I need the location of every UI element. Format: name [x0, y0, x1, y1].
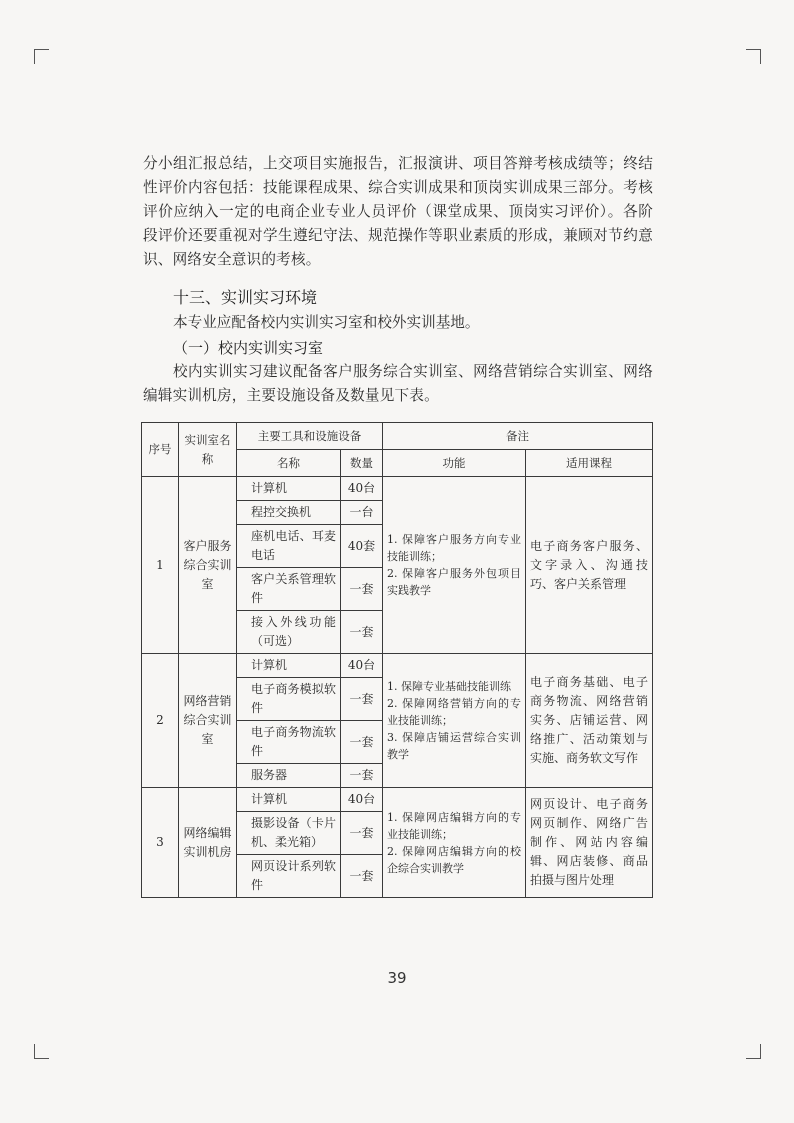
room-name: 客户服务综合实训室: [179, 477, 237, 654]
equipment-table: [141, 422, 653, 898]
paragraph-equipment: 校内实训实习建议配备客户服务综合实训室、网络营销综合实训室、网络编辑实训机房，主要设施设备及数量见下表。: [143, 363, 653, 404]
tool-name: 计算机: [237, 477, 341, 501]
section-heading: 十三、实训实习环境: [173, 288, 318, 307]
tool-name: 座机电话、耳麦电话: [237, 525, 341, 568]
page-number: 39: [387, 969, 407, 987]
tool-qty: 一套: [341, 812, 383, 855]
room-courses: 网页设计、电子商务网页制作、网络广告制作、网站内容编辑、网店装修、商品拍摄与图片处理: [526, 788, 653, 898]
tool-name: 电子商务模拟软件: [237, 678, 341, 721]
tool-name: 摄影设备（卡片机、柔光箱）: [237, 812, 341, 855]
tool-name: 电子商务物流软件: [237, 721, 341, 764]
tool-name: 客户关系管理软件: [237, 568, 341, 611]
header-room: 实训室名称: [179, 423, 237, 477]
row-index: 2: [142, 654, 179, 788]
room-function: 1. 保障网店编辑方向的专业技能训练； 2. 保障网店编辑方向的校企综合实训教学: [383, 788, 526, 898]
tool-qty: 40台: [341, 477, 383, 501]
paragraph-intro: 本专业应配备校内实训实习室和校外实训基地。: [173, 314, 480, 331]
tool-name: 接入外线功能（可选）: [237, 611, 341, 654]
tool-name: 程控交换机: [237, 501, 341, 525]
tool-qty: 一套: [341, 855, 383, 898]
room-name: 网络编辑实训机房: [179, 788, 237, 898]
tool-name: 网页设计系列软件: [237, 855, 341, 898]
subsection-heading: （一）校内实训实习室: [173, 339, 324, 357]
tool-name: 服务器: [237, 764, 341, 788]
header-courses: 适用课程: [526, 450, 653, 477]
tool-qty: 一套: [341, 721, 383, 764]
room-function: 1. 保障客户服务方向专业技能训练； 2. 保障客户服务外包项目实践教学: [383, 477, 526, 654]
crop-mark-bottom-left: [34, 1044, 49, 1059]
row-index: 1: [142, 477, 179, 654]
tool-qty: 一套: [341, 764, 383, 788]
room-function: 1. 保障专业基础技能训练 2. 保障网络营销方向的专业技能训练； 3. 保障店铺运营综合实训教学: [383, 654, 526, 788]
tool-name: 计算机: [237, 788, 341, 812]
tool-qty: 40台: [341, 654, 383, 678]
tool-name: 计算机: [237, 654, 341, 678]
header-function: 功能: [383, 450, 526, 477]
tool-qty: 40台: [341, 788, 383, 812]
tool-qty: 40套: [341, 525, 383, 568]
tool-qty: 一台: [341, 501, 383, 525]
header-name: 名称: [237, 450, 341, 477]
crop-mark-bottom-right: [746, 1044, 761, 1059]
tool-qty: 一套: [341, 678, 383, 721]
header-index: 序号: [142, 423, 179, 477]
room-courses: 电子商务基础、电子商务物流、网络营销实务、店铺运营、网络推广、活动策划与实施、商务软文写作: [526, 654, 653, 788]
header-tools-group: 主要工具和设施设备: [237, 423, 383, 450]
row-index: 3: [142, 788, 179, 898]
header-remarks-group: 备注: [383, 423, 653, 450]
crop-mark-top-left: [34, 49, 49, 64]
paragraph-evaluation: 分小组汇报总结，上交项目实施报告，汇报演讲、项目答辩考核成绩等；终结性评价内容包括：技能课程成果、综合实训成果和顶岗实训成果三部分。考核评价应纳入一定的电商企业专业人员评价（课堂成果、顶岗实习评价）。各阶段评价还要重视对学生遵纪守法、规范操作等职业素质的形成，兼顾对节约意识、网络安全意识的考核。: [143, 155, 653, 268]
tool-qty: 一套: [341, 611, 383, 654]
room-courses: 电子商务客户服务、文字录入、沟通技巧、客户关系管理: [526, 477, 653, 654]
tool-qty: 一套: [341, 568, 383, 611]
room-name: 网络营销综合实训室: [179, 654, 237, 788]
header-quantity: 数量: [341, 450, 383, 477]
crop-mark-top-right: [746, 49, 761, 64]
